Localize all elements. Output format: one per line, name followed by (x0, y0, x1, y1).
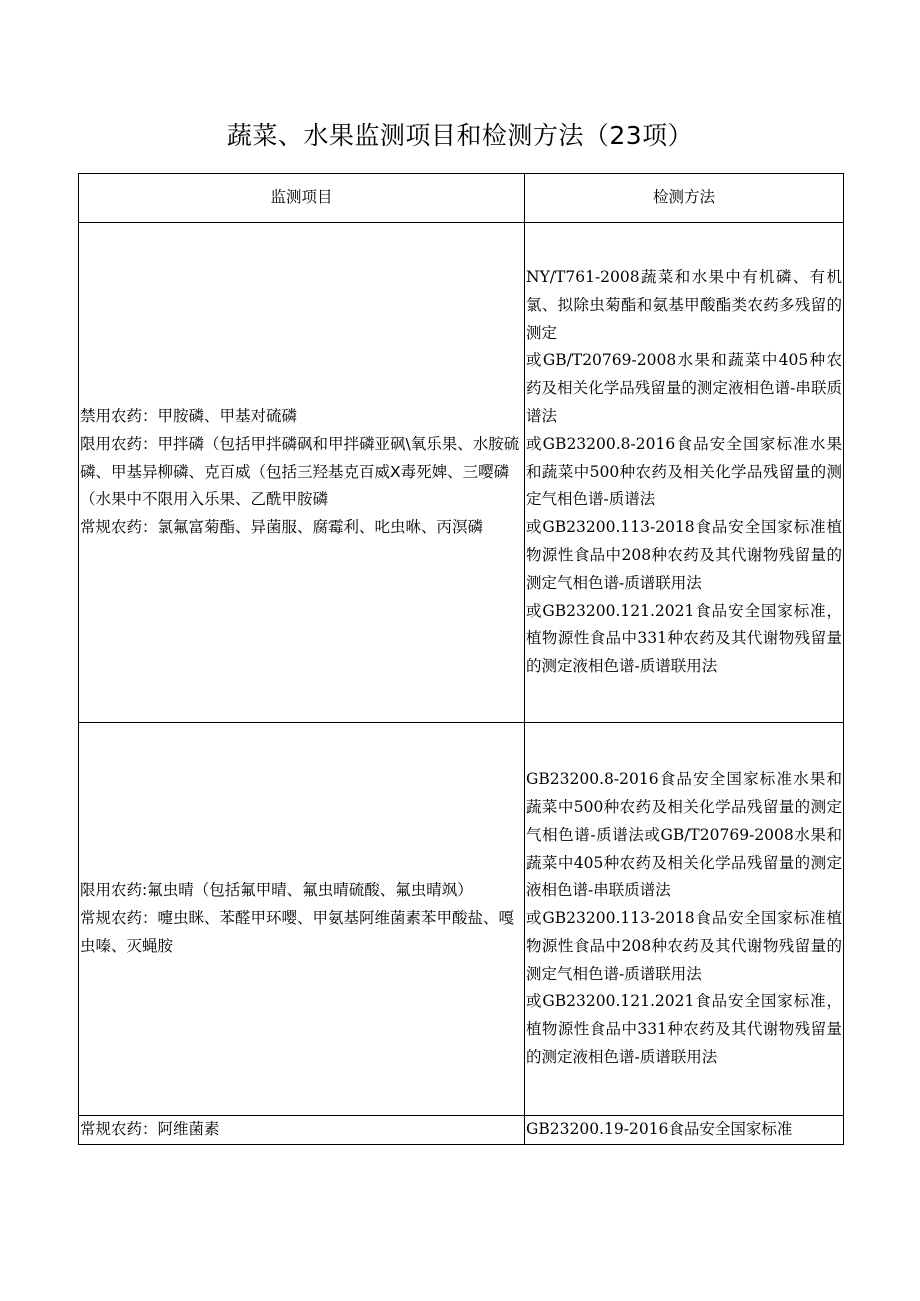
table-row (79, 223, 844, 723)
detection-methods-cell (525, 723, 844, 1116)
monitoring-table (78, 173, 844, 1145)
header-detection-methods: 检测方法 (525, 174, 844, 223)
items-banned-pesticides: 禁用农药：甲胺磷、甲基对硫磷 (80, 407, 298, 425)
method-standard: GB23200.8-2016食品安全国家标准水果和蔬菜中500种农药及相关化学品残留量的测定气相色谱-质谱法或GB/T20769-2008水果和蔬菜中405种农药及相关化学品残留量的测定液相色谱-串联质谱法 (526, 770, 842, 900)
table-row (79, 723, 844, 1116)
method-standard: GB23200.19-2016食品安全国家标准 (526, 1120, 793, 1138)
method-standard: 或GB23200.121.2021食品安全国家标准，植物源性食品中331种农药及其代谢物残留量的测定液相色谱-质谱联用法 (526, 992, 842, 1067)
table-row (79, 1116, 844, 1145)
monitoring-items-cell (79, 1116, 525, 1145)
method-standard: 或GB23200.8-2016食品安全国家标准水果和蔬菜中500种农药及相关化学品残留量的测定气相色谱-质谱法 (526, 434, 842, 509)
monitoring-items-cell (79, 223, 525, 723)
method-standard: 或GB/T20769-2008水果和蔬菜中405种农药及相关化学品残留量的测定液相色谱-串联质谱法 (526, 351, 842, 425)
detection-methods-cell (525, 1116, 844, 1145)
page-title: 蔬菜、水果监测项目和检测方法（23项） (226, 121, 694, 150)
detection-methods-cell (525, 223, 844, 723)
monitoring-items-cell (79, 723, 525, 1116)
method-standard: 或GB23200.113-2018食品安全国家标准植物源性食品中208种农药及其代谢物残留量的测定气相色谱-质谱联用法 (526, 518, 842, 592)
table-header-row (79, 174, 844, 223)
items-restricted-pesticides: 限用农药:氟虫晴（包括氟甲晴、氟虫晴硫酸、氟虫晴飒） (80, 881, 473, 900)
method-standard: 或GB23200.113-2018食品安全国家标准植物源性食品中208种农药及其代谢物残留量的测定气相色谱-质谱联用法 (526, 909, 842, 983)
items-restricted-pesticides: 限用农药：甲拌磷（包括甲拌磷砜和甲拌磷亚砜\氧乐果、水胺硫磷、甲基异柳磷、克百威（包括三羟基克百威X毒死婢、三嘤磷（水果中不限用入乐果、乙酰甲胺磷 (80, 434, 520, 509)
header-monitoring-items: 监测项目 (79, 174, 525, 223)
method-standard: NY/T761-2008蔬菜和水果中有机磷、有机氯、拟除虫菊酯和氨基甲酸酯类农药多残留的测定 (526, 268, 842, 342)
items-regular-pesticides: 常规农药：氯氟富菊酯、异菌服、腐霉利、叱虫咻、丙溟磷 (80, 518, 484, 537)
method-standard: 或GB23200.121.2021食品安全国家标准，植物源性食品中331种农药及其代谢物残留量的测定液相色谱-质谱联用法 (526, 601, 842, 676)
items-regular-pesticides: 常规农药：嚏虫眯、苯醛甲环嘤、甲氨基阿维菌素苯甲酸盐、嘎虫嗪、灭蝇胺 (80, 909, 515, 955)
items-regular-pesticides: 常规农药：阿维菌素 (80, 1120, 220, 1138)
